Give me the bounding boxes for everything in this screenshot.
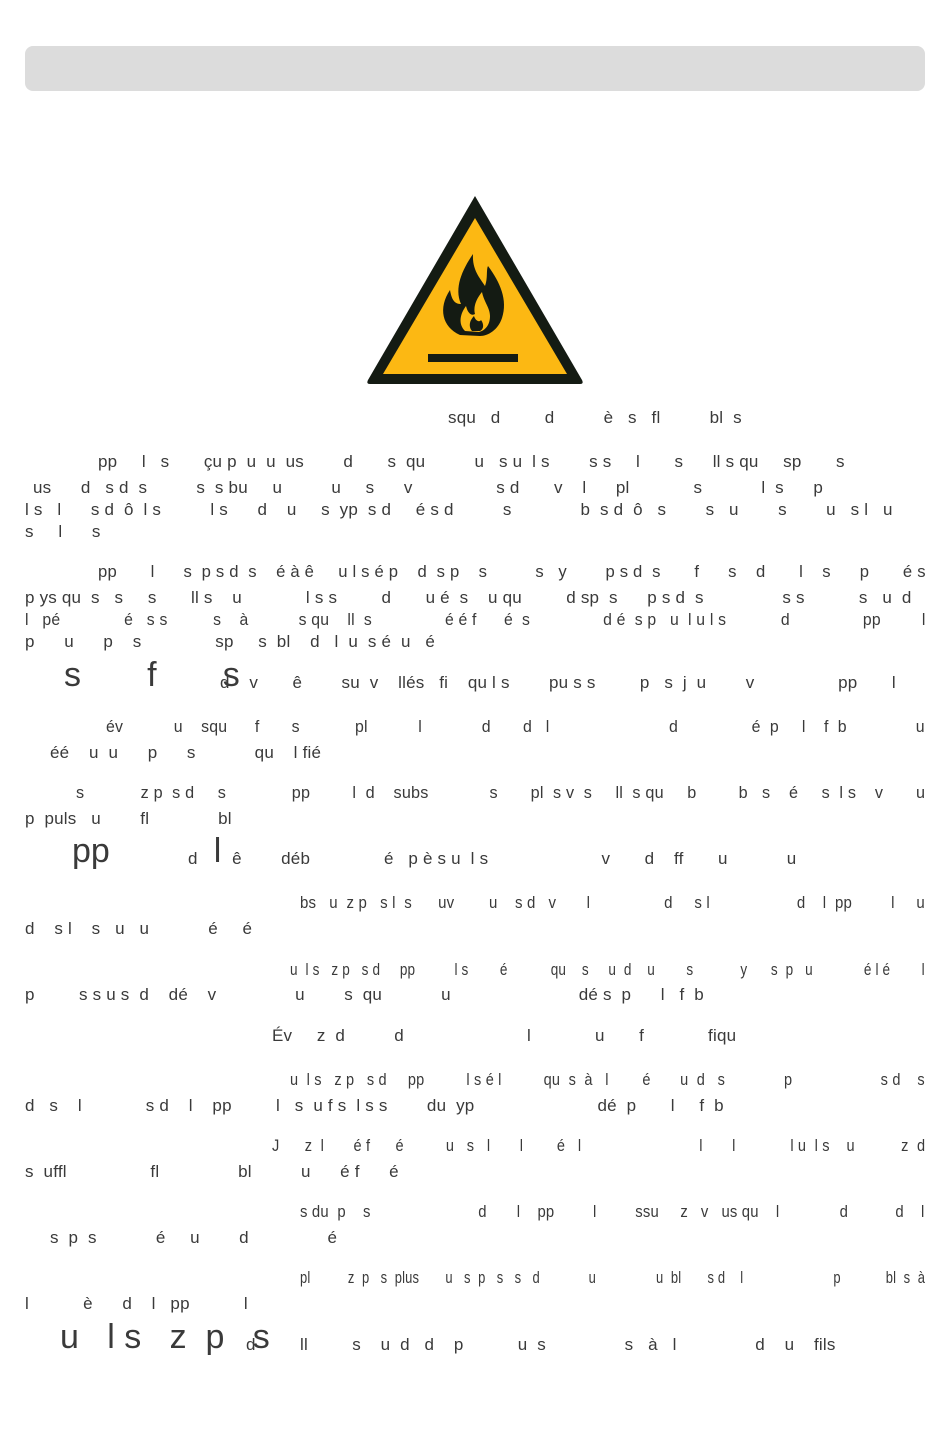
text-line: u l s z p s d pp l s é l qu s à l é u d s p s d s [290, 1070, 925, 1089]
text-line: pl z p s plus u s p s s d u u bl s d l p bl s à [300, 1268, 926, 1287]
text-line: p u p s sp s bl d l u s é u é [25, 632, 436, 651]
text-line: p s s u s d dé v u s qu u dé s p l f b [25, 985, 704, 1004]
text-line: s z p s d s pp l d subs s pl s v s ll s qu b b s é s l s v u [76, 783, 926, 802]
text-line: s p s é u d é [50, 1228, 338, 1247]
text-line: l pé é s s s à s qu ll s é é f é s d é s p u l u l s d pp l [25, 610, 926, 629]
text-line: d s l s d l pp l s u f s l s s du yp dé p l f b [25, 1096, 724, 1115]
text-line: bs u z p s l s uv u s d v l d s l d l pp l u [300, 893, 925, 912]
text-line: d ê déb é p è s u l s v d ff u u [188, 849, 797, 868]
text-line: p puls u fl bl [25, 809, 232, 828]
text-line: pp l s p s d s é à ê u l s é p d s p s s y p s d s f s d l s p é s [98, 562, 926, 581]
text-line: s uffl fl bl u é f é [25, 1162, 399, 1181]
text-line: p ys qu s s s ll s u l s s d u é s u qu d sp s p s d s s s s u d [25, 588, 912, 607]
text-line: l s l s d ô l s l s d u s yp s d é s d s b s d ô s s u s u s l u [25, 500, 893, 519]
text-line: Év z d d l u f fiqu [272, 1026, 737, 1045]
text-line: éé u u p s qu l fié [50, 743, 322, 762]
text-line: s du p s d l pp l ssu z v us qu l d d l [300, 1202, 925, 1221]
text-line: d ll s u d d p u s s à l d u fils [246, 1335, 836, 1354]
section-heading: u l s z p s [60, 1318, 270, 1356]
sign-caption: squ d d è s fl bl s [448, 408, 742, 427]
section-heading: pp l [72, 832, 222, 870]
text-line: d s l s u u é é [25, 919, 253, 938]
text-line: u l s z p s d pp l s é qu s u d u s y s p u é l é l [290, 960, 925, 979]
top-bar [25, 46, 925, 91]
text-line: év u squ f s pl l d d l d é p l f b u [106, 717, 925, 736]
text-line: J z l é f é u s l l é l l l l u l s u z d [272, 1136, 926, 1155]
text-line: d v ê su v llés fi qu l s pu s s p s j u v pp l [220, 673, 896, 692]
section-heading: s f s [64, 656, 240, 694]
text-line: s l s [25, 522, 101, 541]
text-line: us d s d s s s bu u u s v s d v l pl s l s p [33, 478, 824, 497]
flammable-warning-icon [362, 190, 588, 388]
text-line: l è d l pp l [25, 1294, 248, 1313]
text-line: pp l s çu p u u us d s qu u s u l s s s l s ll s qu sp s [98, 452, 845, 471]
